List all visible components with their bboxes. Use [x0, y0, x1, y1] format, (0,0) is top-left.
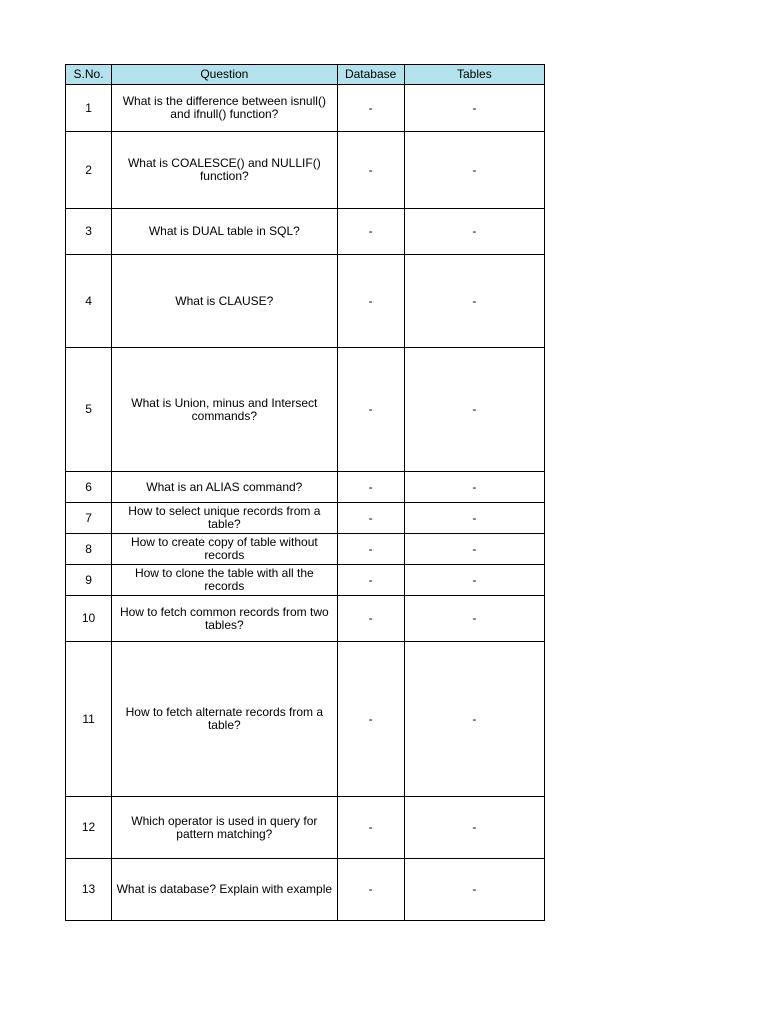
table-row [66, 503, 545, 534]
question-cell: How to create copy of table without records [112, 534, 337, 565]
table-row [66, 797, 545, 859]
database-cell: - [337, 348, 404, 472]
table-row [66, 85, 545, 132]
tables-cell: - [404, 565, 544, 596]
tables-cell: - [404, 209, 544, 255]
database-cell: - [337, 85, 404, 132]
sno-cell: 5 [66, 348, 112, 472]
question-cell: What is DUAL table in SQL? [112, 209, 337, 255]
question-cell: What is database? Explain with example [112, 859, 337, 921]
header-tables: Tables [404, 65, 544, 85]
database-cell: - [337, 797, 404, 859]
tables-cell: - [404, 255, 544, 348]
question-cell: What is an ALIAS command? [112, 472, 337, 503]
sno-cell: 7 [66, 503, 112, 534]
table-row [66, 132, 545, 209]
database-cell: - [337, 503, 404, 534]
tables-cell: - [404, 132, 544, 209]
question-cell: Which operator is used in query for pattern matching? [112, 797, 337, 859]
questions-table [65, 64, 545, 921]
database-cell: - [337, 596, 404, 642]
table-row [66, 348, 545, 472]
database-cell: - [337, 642, 404, 797]
sno-cell: 3 [66, 209, 112, 255]
tables-cell: - [404, 348, 544, 472]
tables-cell: - [404, 596, 544, 642]
tables-cell: - [404, 534, 544, 565]
table-row [66, 596, 545, 642]
tables-cell: - [404, 797, 544, 859]
sno-cell: 2 [66, 132, 112, 209]
header-database: Database [337, 65, 404, 85]
database-cell: - [337, 132, 404, 209]
table-row [66, 472, 545, 503]
tables-cell: - [404, 472, 544, 503]
table-row [66, 255, 545, 348]
header-row [66, 65, 545, 85]
database-cell: - [337, 255, 404, 348]
database-cell: - [337, 534, 404, 565]
sno-cell: 10 [66, 596, 112, 642]
tables-cell: - [404, 85, 544, 132]
question-cell: How to fetch alternate records from a table? [112, 642, 337, 797]
table-row [66, 209, 545, 255]
sno-cell: 1 [66, 85, 112, 132]
question-cell: What is COALESCE() and NULLIF() function? [112, 132, 337, 209]
tables-cell: - [404, 503, 544, 534]
header-sno: S.No. [66, 65, 112, 85]
sno-cell: 8 [66, 534, 112, 565]
question-cell: What is Union, minus and Intersect commands? [112, 348, 337, 472]
sno-cell: 6 [66, 472, 112, 503]
question-cell: What is CLAUSE? [112, 255, 337, 348]
question-cell: What is the difference between isnull() and ifnull() function? [112, 85, 337, 132]
header-question: Question [112, 65, 337, 85]
database-cell: - [337, 859, 404, 921]
tables-cell: - [404, 859, 544, 921]
question-cell: How to clone the table with all the records [112, 565, 337, 596]
question-cell: How to fetch common records from two tables? [112, 596, 337, 642]
sno-cell: 9 [66, 565, 112, 596]
sno-cell: 12 [66, 797, 112, 859]
question-cell: How to select unique records from a table? [112, 503, 337, 534]
sno-cell: 11 [66, 642, 112, 797]
tables-cell: - [404, 642, 544, 797]
database-cell: - [337, 565, 404, 596]
table-row [66, 534, 545, 565]
table-row [66, 642, 545, 797]
database-cell: - [337, 472, 404, 503]
table-row [66, 565, 545, 596]
sno-cell: 13 [66, 859, 112, 921]
sno-cell: 4 [66, 255, 112, 348]
database-cell: - [337, 209, 404, 255]
table-row [66, 859, 545, 921]
